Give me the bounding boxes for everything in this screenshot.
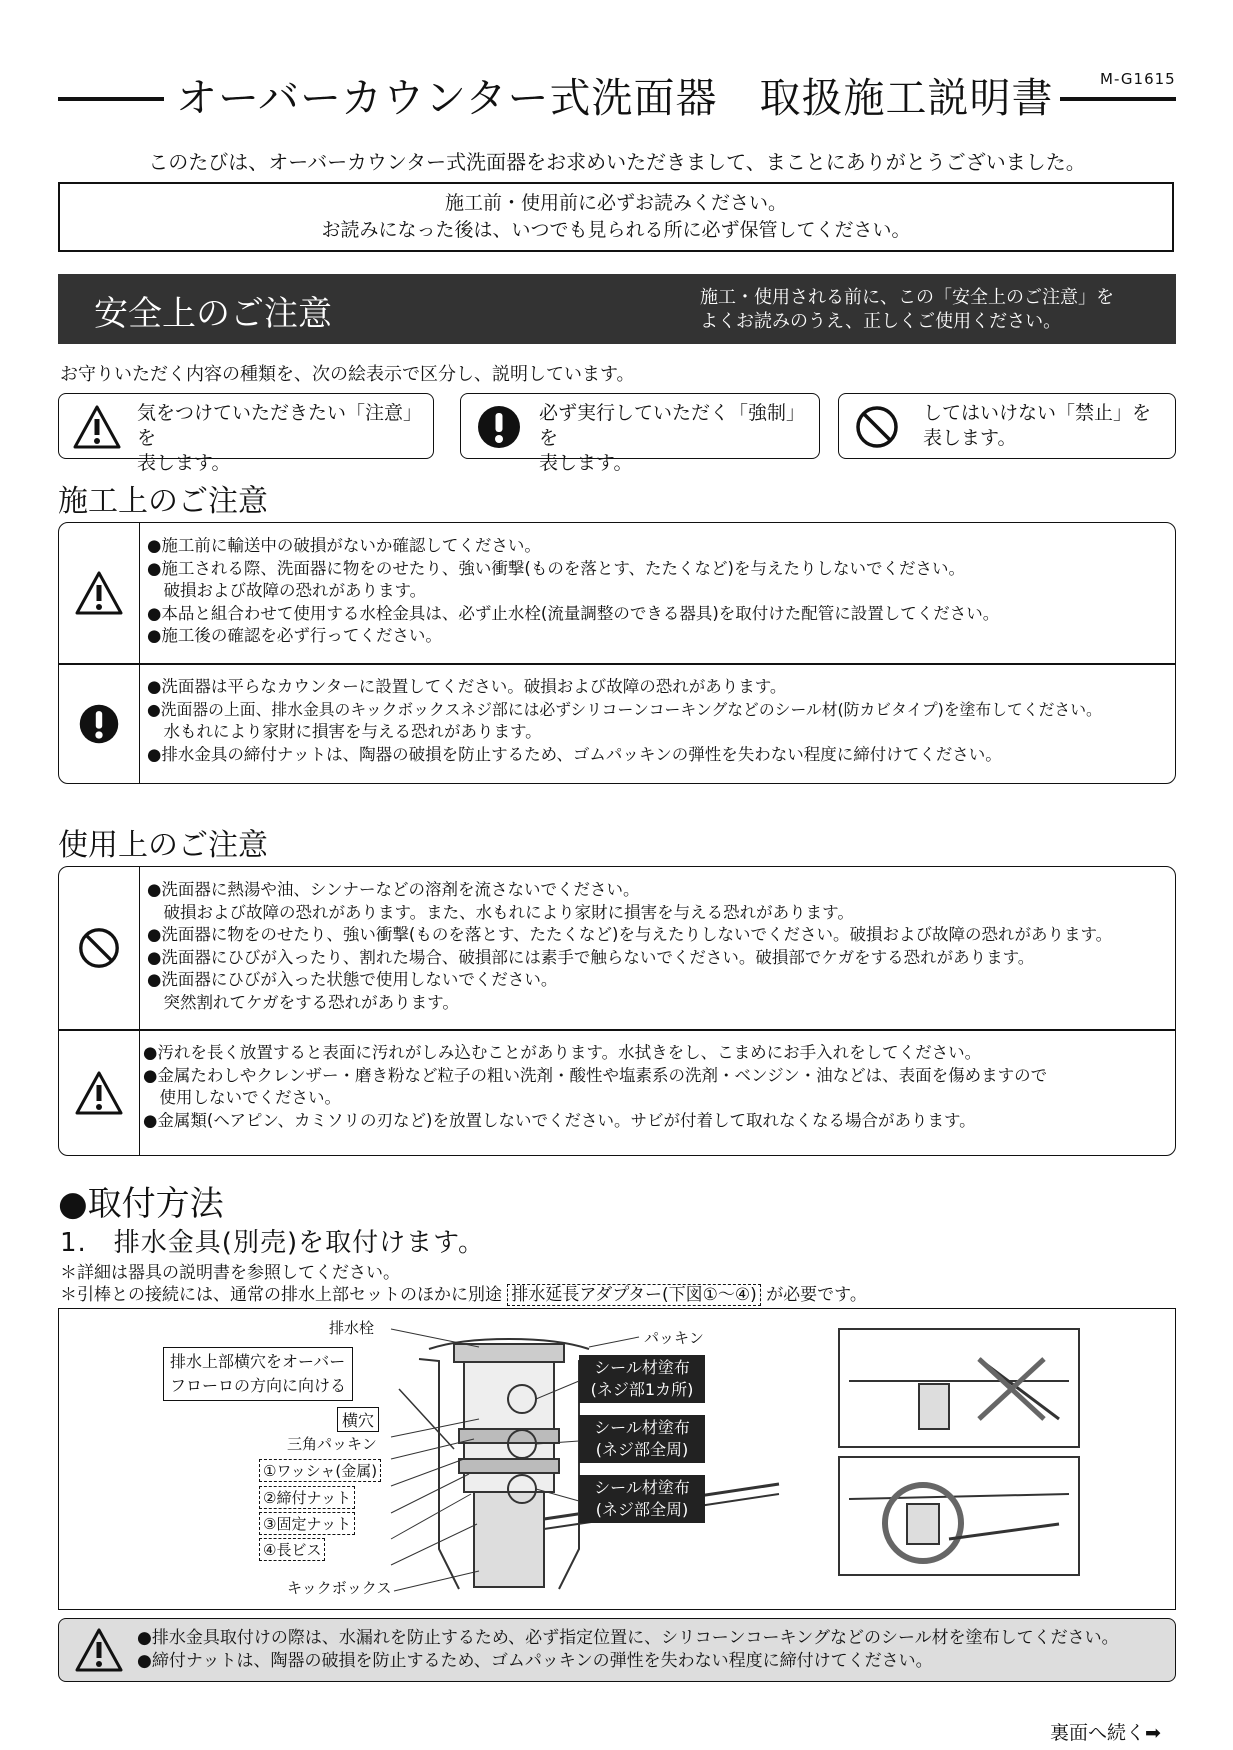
- page-title: オーバーカウンター式洗面器 取扱施工説明書: [176, 74, 1054, 122]
- usage-prohibit-row: [59, 867, 1175, 1029]
- legend-text: 表します。: [923, 427, 1017, 449]
- adapter-note-box: 排水延長アダプター(下図①～④): [507, 1284, 760, 1306]
- mandatory-exclamation-icon: [475, 404, 523, 450]
- thanks-text: このたびは、オーバーカウンター式洗面器をお求めいただきまして、まことにありがとうございました。: [148, 150, 1086, 174]
- list-item: 破損および故障の恐れがあります。: [147, 581, 427, 600]
- title-rule-right: [1060, 97, 1176, 101]
- seal-callout-3: [579, 1475, 705, 1523]
- legend-caution: [58, 393, 434, 474]
- label-long-screw: ④長ビス: [259, 1538, 325, 1561]
- caution-triangle-icon: [73, 404, 121, 450]
- list-item: ●汚れを長く放置すると表面に汚れがしみ込むことがあります。水拭きをし、こまめにお手入れをしてください。: [143, 1043, 982, 1062]
- list-item: ●排水金具の締付ナットは、陶器の破損を防止するため、ゴムパッキンの弾性を失わない程度に締付けてください。: [147, 744, 1002, 764]
- list-item: 破損および故障の恐れがあります。また、水もれにより家財に損害を与える恐れがあります。: [147, 902, 854, 922]
- legend-prohibition: [838, 393, 1176, 459]
- construction-heading: 施工上のご注意: [58, 484, 268, 519]
- symbol-intro: お守りいただく内容の種類を、次の絵表示で区分し、説明しています。: [60, 364, 635, 385]
- drain-diagram: [58, 1308, 1176, 1610]
- title-rule-left: [58, 97, 164, 101]
- list-item: ●洗面器にひびが入った状態で使用しないでください。: [147, 970, 558, 989]
- caution-triangle-icon: [75, 1627, 123, 1673]
- list-item: ●洗面器に物をのせたり、強い衝撃(ものを落とす、たたくなど)を与えたりしないでください。破損および故障の恐れがあります。: [147, 925, 1113, 944]
- safety-subtext: [700, 286, 1114, 334]
- list-item: ●金属たわしやクレンザー・磨き粉など粒子の粗い洗剤・酸性や塩素系の洗剤・ベンジン・油などは、表面を傷めますので: [143, 1065, 1048, 1085]
- note-text: ＊引棒との接続には、通常の排水上部セットのほかに別途: [60, 1285, 502, 1305]
- usage-prohibit-text: [147, 879, 1165, 1014]
- usage-caution-text: [143, 1042, 1165, 1132]
- list-item: ●金属類(ヘアピン、カミソリの刃など)を放置しないでください。サビが付着して取れなくなる場合があります。: [143, 1110, 976, 1130]
- label-orientation-line: フローロの方向に向ける: [170, 1376, 347, 1395]
- usage-caution-row: [59, 1030, 1175, 1155]
- document-code: M-G1615: [1100, 70, 1176, 88]
- construction-caution-text: [147, 535, 1165, 648]
- list-item: ●本品と組合わせて使用する水栓金具は、必ず止水栓(流量調整のできる器具)を取付けた配管に設置してください。: [147, 603, 1000, 623]
- list-item: 水もれにより家財に損害を与える恐れがあります。: [147, 722, 542, 741]
- label-packing: パッキン: [644, 1329, 704, 1347]
- install-caution-text: [137, 1627, 1119, 1673]
- seal-callout-text: シール材塗布: [594, 1478, 690, 1497]
- label-triangle-packing: 三角パッキン: [287, 1435, 377, 1453]
- construction-caution-row: [59, 523, 1175, 663]
- list-item: ●施工前に輸送中の破損がないか確認してください。: [147, 536, 541, 555]
- list-item: ●締付ナットは、陶器の破損を防止するため、ゴムパッキンの弾性を失わない程度に締付けてください。: [137, 1651, 933, 1671]
- list-item: ●排水金具取付けの際は、水漏れを防止するため、必ず指定位置に、シリコーンコーキングなどのシール材を塗布してください。: [137, 1628, 1119, 1648]
- continued-on-back: 裏面へ続く➡: [1050, 1722, 1161, 1744]
- list-item: ●洗面器の上面、排水金具のキックボックスネジ部には必ずシリコーンコーキングなどのシール材(防カビタイプ)を塗布してください。: [147, 699, 1102, 719]
- note-line: [60, 1284, 867, 1306]
- safety-sub-line: 施工・使用される前に、この「安全上のご注意」を: [700, 287, 1114, 308]
- legend-text: 気をつけていただきたい「注意」を: [137, 402, 423, 449]
- caution-triangle-icon: [74, 570, 124, 616]
- notice-line: 施工前・使用前に必ずお読みください。: [444, 192, 787, 214]
- list-item: ●洗面器に熱湯や油、シンナーなどの溶剤を流さないでください。: [147, 880, 640, 899]
- label-drain-plug: 排水栓: [329, 1319, 375, 1337]
- mandatory-exclamation-icon: [77, 702, 121, 746]
- label-side-hole: 横穴: [337, 1407, 379, 1432]
- seal-callout-text: (ネジ部1カ所): [590, 1380, 694, 1399]
- seal-callout-text: シール材塗布: [594, 1418, 690, 1437]
- usage-heading: 使用上のご注意: [58, 828, 268, 863]
- legend-text: 表します。: [539, 452, 633, 474]
- seal-callout-text: (ネジ部全周): [595, 1500, 689, 1519]
- label-orientation: [163, 1347, 353, 1401]
- list-item: 突然割れてケガをする恐れがあります。: [147, 992, 459, 1012]
- notice-line: お読みになった後は、いつでも見られる所に必ず保管してください。: [321, 219, 911, 241]
- install-caution-bar: [58, 1618, 1176, 1682]
- list-item: 使用しないでください。: [143, 1088, 341, 1107]
- seal-callout-2: [579, 1415, 705, 1463]
- safety-sub-line: よくお読みのうえ、正しくご使用ください。: [700, 311, 1062, 332]
- install-heading: ●取付方法: [58, 1184, 224, 1224]
- note-line: ＊詳細は器具の説明書を参照してください。: [60, 1263, 400, 1283]
- install-step: 1. 排水金具(別売)を取付けます。: [60, 1228, 486, 1258]
- list-item: ●洗面器にひびが入ったり、割れた場合、破損部には素手で触らないでください。破損部でケガをする恐れがあります。: [147, 947, 1035, 967]
- label-washer: ①ワッシャ(金属): [259, 1459, 381, 1482]
- legend-mandatory: [460, 393, 820, 474]
- seal-callout-text: シール材塗布: [594, 1358, 690, 1377]
- install-notes: [60, 1262, 867, 1306]
- usage-table: [58, 866, 1176, 1156]
- legend-text: してはいけない「禁止」を: [923, 402, 1152, 424]
- notice-box: [58, 182, 1174, 252]
- list-item: ●施工される際、洗面器に物をのせたり、強い衝撃(ものを落とす、たたくなど)を与えたりしないでください。: [147, 558, 965, 578]
- seal-callout-text: (ネジ部全周): [595, 1440, 689, 1459]
- list-item: ●施工後の確認を必ず行ってください。: [147, 626, 442, 645]
- safety-heading: 安全上のご注意: [94, 294, 332, 334]
- note-text: が必要です。: [766, 1285, 867, 1305]
- list-item: ●洗面器は平らなカウンターに設置してください。破損および故障の恐れがあります。: [147, 677, 787, 696]
- legend-text: 必ず実行していただく「強制」を: [539, 402, 806, 449]
- label-fixing-nut: ③固定ナット: [259, 1512, 355, 1535]
- label-kickbox: キックボックス: [287, 1579, 392, 1597]
- legend-text: 表します。: [137, 452, 231, 474]
- prohibition-icon: [76, 925, 122, 971]
- prohibition-icon: [853, 404, 901, 450]
- label-orientation-line: 排水上部横穴をオーバー: [170, 1352, 346, 1371]
- title-row: [58, 70, 1176, 126]
- caution-triangle-icon: [74, 1070, 124, 1116]
- seal-callout-1: [579, 1355, 705, 1403]
- construction-mandatory-row: [59, 664, 1175, 783]
- construction-mandatory-text: [147, 676, 1165, 766]
- label-tightening-nut: ②締付ナット: [259, 1486, 355, 1509]
- safety-header: [58, 274, 1176, 344]
- construction-table: [58, 522, 1176, 784]
